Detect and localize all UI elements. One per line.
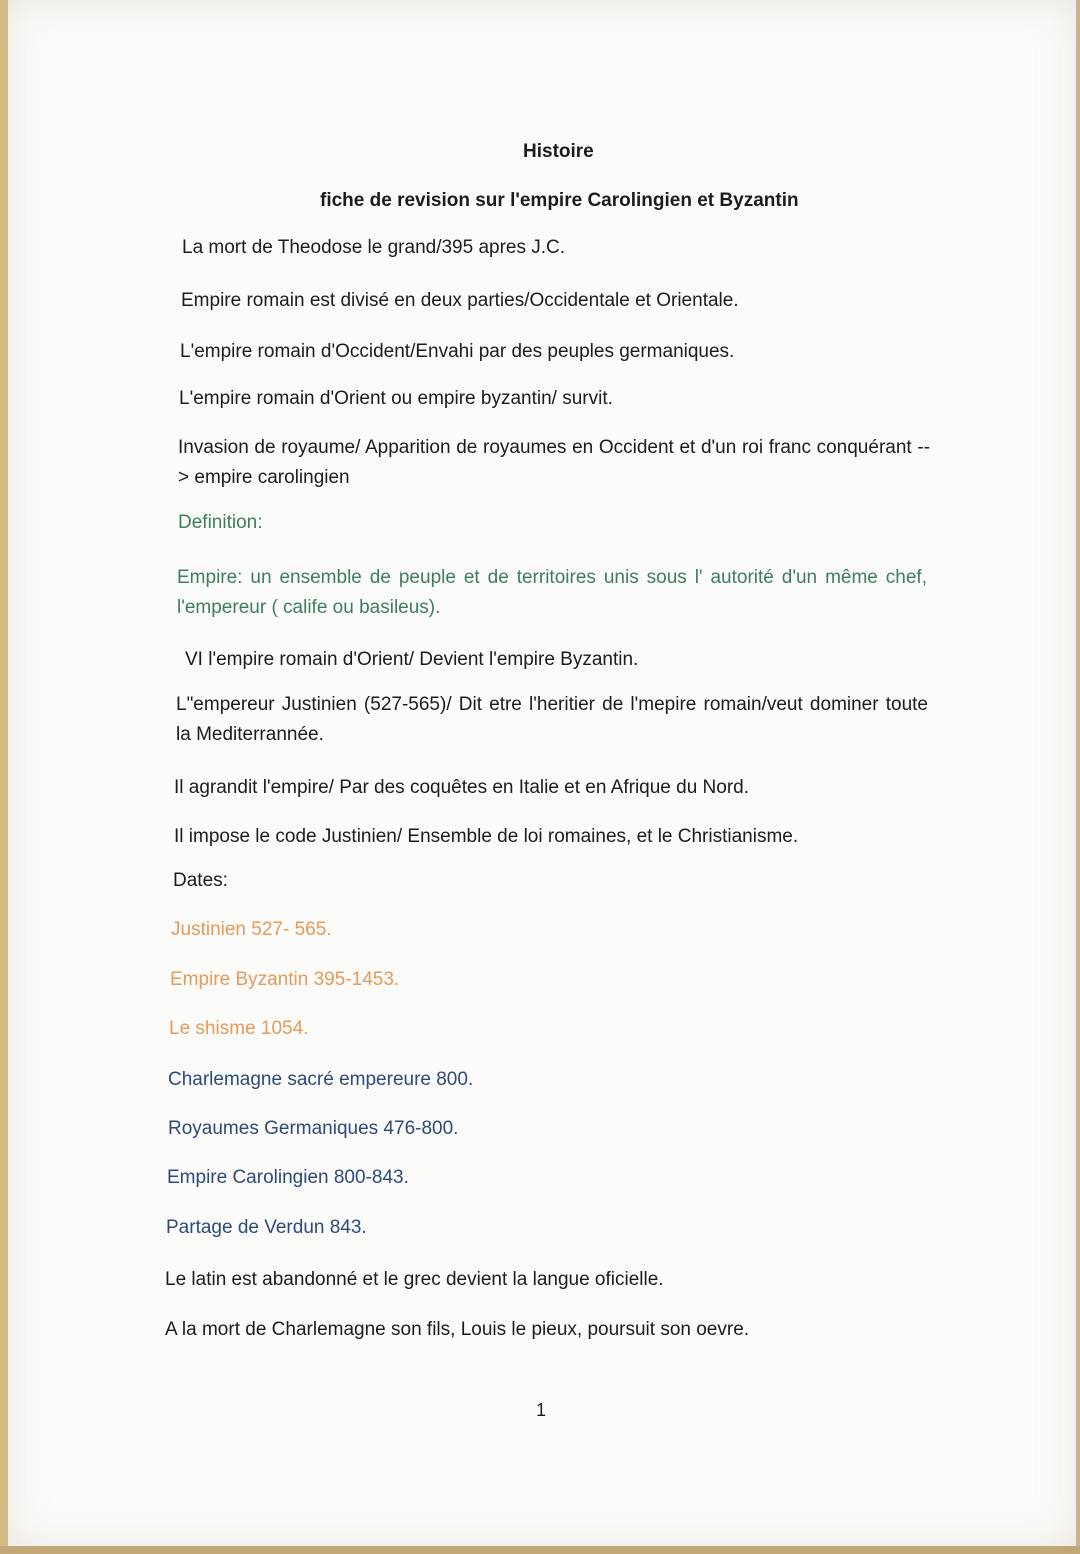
date-entry: Le shisme 1054.	[169, 1018, 309, 1039]
date-entry: Justinien 527- 565.	[171, 919, 332, 940]
text-line: Il impose le code Justinien/ Ensemble de loi romaines, et le Christianisme.	[174, 826, 799, 847]
page-title: Histoire	[523, 141, 594, 162]
text-line: VI l'empire romain d'Orient/ Devient l'empire Byzantin.	[185, 649, 639, 670]
definition-text: Empire: un ensemble de peuple et de territoires unis sous l' autorité d'un même chef, l'empereur ( calife ou basileus).	[177, 567, 927, 618]
text-paragraph: Invasion de royaume/ Apparition de royaumes en Occident et d'un roi franc conquérant --> empire carolingien	[178, 437, 930, 488]
text-line: L'empire romain d'Occident/Envahi par des peuples germaniques.	[180, 341, 735, 362]
date-entry: Empire Carolingien 800-843.	[167, 1167, 409, 1188]
date-entry: Empire Byzantin 395-1453.	[170, 969, 400, 990]
definition-label: Definition:	[178, 512, 263, 533]
text-line: Le latin est abandonné et le grec devient la langue oficielle.	[165, 1269, 664, 1290]
date-entry: Royaumes Germaniques 476-800.	[168, 1118, 459, 1139]
text-paragraph: L"empereur Justinien (527-565)/ Dit etre l'heritier de l'mepire romain/veut dominer toute la Mediterrannée.	[176, 694, 928, 745]
date-entry: Charlemagne sacré empereure 800.	[168, 1069, 474, 1090]
text-line: Il agrandit l'empire/ Par des coquêtes en Italie et en Afrique du Nord.	[174, 777, 750, 798]
text-line: L'empire romain d'Orient ou empire byzantin/ survit.	[179, 388, 613, 409]
page-number: 1	[536, 1400, 547, 1420]
paper-bottom-edge	[0, 1546, 1080, 1554]
page-subtitle: fiche de revision sur l'empire Carolingien et Byzantin	[320, 190, 799, 211]
text-line: A la mort de Charlemagne son fils, Louis le pieux, poursuit son oevre.	[165, 1319, 750, 1340]
date-entry: Partage de Verdun 843.	[166, 1217, 367, 1238]
text-line: La mort de Theodose le grand/395 apres J.C.	[182, 237, 566, 258]
document-page	[8, 0, 1076, 1548]
paper-left-edge	[0, 0, 8, 1554]
dates-label: Dates:	[173, 870, 228, 891]
text-line: Empire romain est divisé en deux parties/Occidentale et Orientale.	[181, 290, 739, 311]
